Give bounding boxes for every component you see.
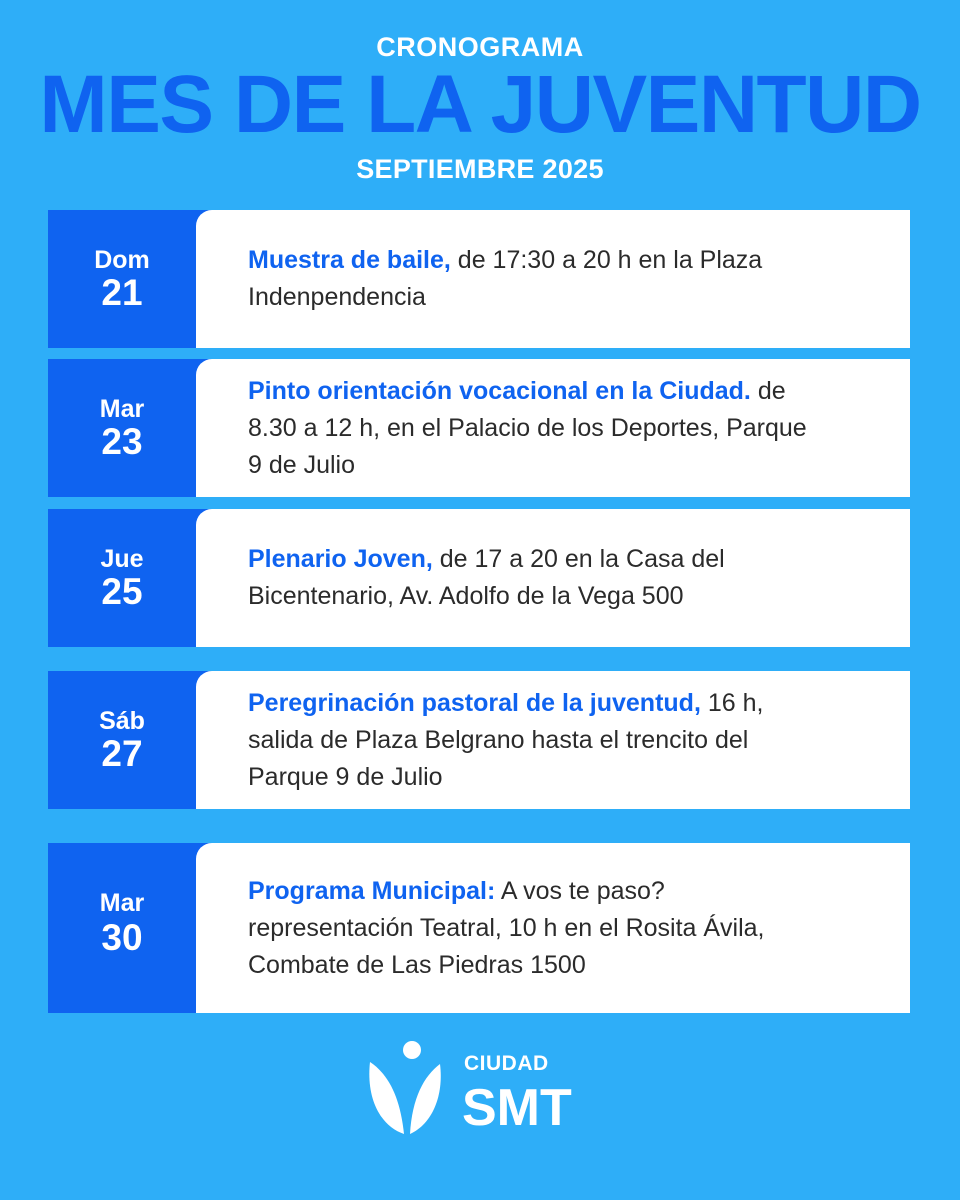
event-date: 30 bbox=[101, 917, 143, 958]
event-card bbox=[196, 359, 910, 497]
event-card bbox=[196, 671, 910, 809]
event-weekday: Dom bbox=[94, 246, 150, 274]
event-description bbox=[248, 541, 852, 615]
event-details: de 17:30 a 20 h en la Plaza Indenpendencia bbox=[248, 246, 763, 311]
event-title: Peregrinación pastoral de la juventud, bbox=[248, 688, 701, 717]
event-weekday: Sáb bbox=[99, 707, 145, 735]
logo-city-label: CIUDAD bbox=[464, 1052, 549, 1075]
header-subtitle: SEPTIEMBRE 2025 bbox=[356, 154, 604, 184]
header-kicker: CRONOGRAMA bbox=[376, 32, 584, 62]
event-row bbox=[48, 509, 910, 647]
event-weekday: Mar bbox=[99, 395, 145, 423]
event-title: Muestra de baile, bbox=[248, 246, 451, 274]
event-weekday: Mar bbox=[99, 889, 145, 917]
event-row bbox=[48, 210, 910, 348]
event-row bbox=[48, 843, 910, 1013]
ciudad-smt-leaf-figure-icon bbox=[360, 1038, 452, 1138]
logo-smt-label: SMT bbox=[462, 1079, 572, 1137]
event-details: 16 h, salida de Plaza Belgrano hasta el trencito del Parque 9 de Julio bbox=[248, 688, 764, 791]
event-row bbox=[48, 359, 910, 497]
event-details: A vos te paso? representación Teatral, 10 h en el Rosita Ávila, Combate de Las Piedras 1500 bbox=[248, 876, 765, 979]
event-description bbox=[248, 685, 808, 796]
event-description bbox=[248, 242, 852, 316]
event-title: Plenario Joven, bbox=[248, 545, 433, 573]
event-date: 23 bbox=[101, 421, 143, 462]
event-date: 25 bbox=[101, 571, 143, 612]
event-card bbox=[196, 843, 910, 1013]
event-row bbox=[48, 671, 910, 809]
event-date: 27 bbox=[101, 733, 143, 774]
event-description bbox=[248, 373, 808, 484]
ciudad-smt-logo bbox=[360, 1038, 620, 1138]
event-card bbox=[196, 509, 910, 647]
page-title: MES DE LA JUVENTUD bbox=[39, 59, 921, 150]
event-date: 21 bbox=[101, 272, 143, 313]
event-title: Programa Municipal: bbox=[248, 876, 496, 905]
event-details: de 8.30 a 12 h, en el Palacio de los Deportes, Parque 9 de Julio bbox=[248, 376, 807, 479]
event-title: Pinto orientación vocacional en la Ciudad. bbox=[248, 376, 751, 405]
event-description bbox=[248, 873, 808, 984]
event-details: de 17 a 20 en la Casa del Bicentenario, Av. Adolfo de la Vega 500 bbox=[248, 545, 725, 610]
event-weekday: Jue bbox=[100, 545, 144, 573]
event-card bbox=[196, 210, 910, 348]
